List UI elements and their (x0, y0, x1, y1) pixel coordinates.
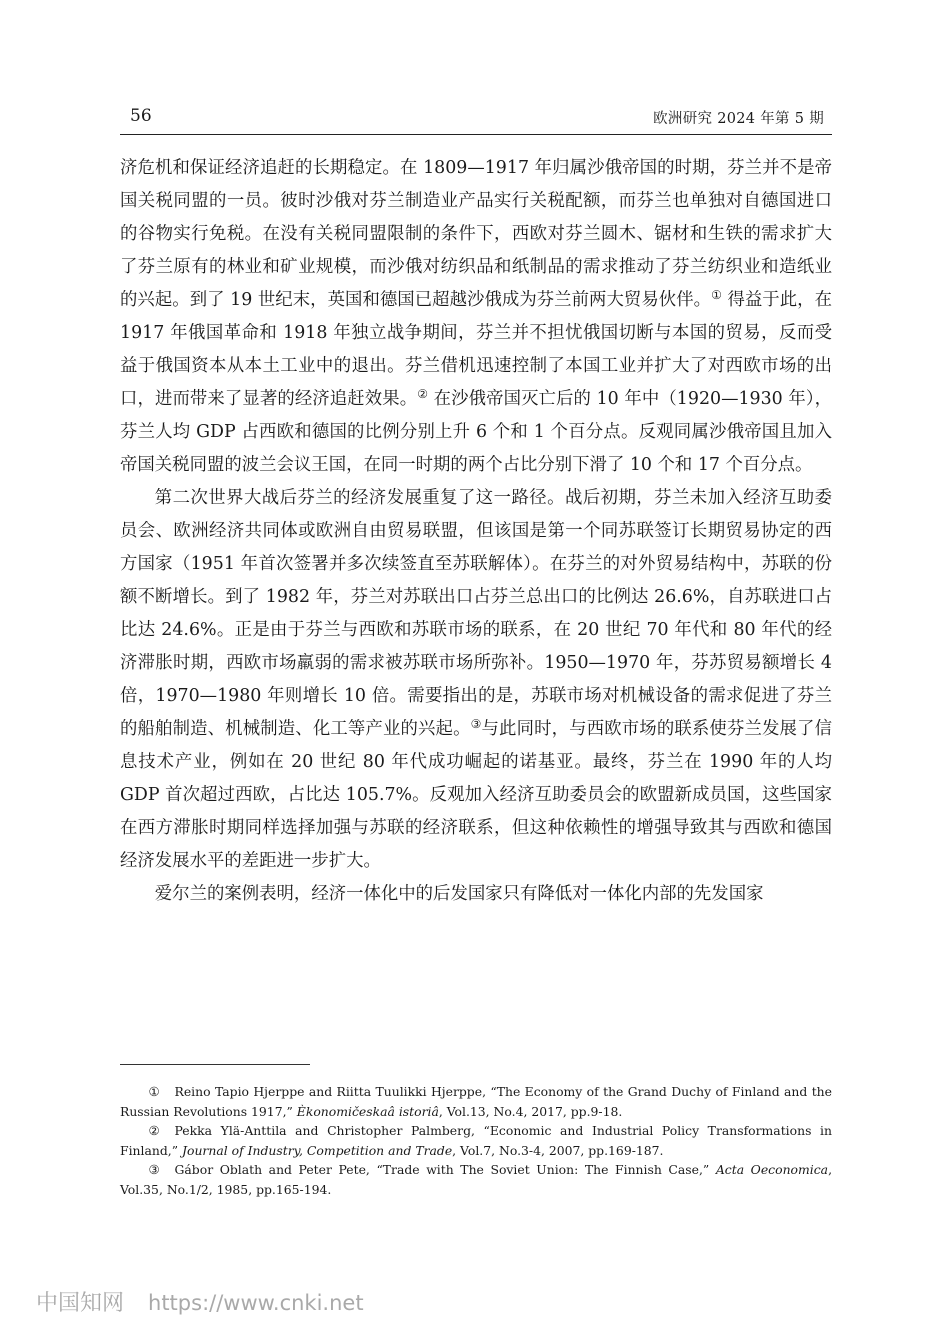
footnote-ref-3[interactable]: ③ (470, 717, 482, 731)
footnote-2: ② Pekka Ylä-Anttila and Christopher Palmberg, “Economic and Industrial Policy Transformations in Finland,” Journal of Industry, Competition and Trade, Vol.7, No.3-4, 2007, pp.169-187. (120, 1123, 832, 1158)
footnote-3: ③ Gábor Oblath and Peter Pete, “Trade with The Soviet Union: The Finnish Case,” Acta Oeconomica, Vol.35, No.1/2, 1985, pp.165-194. (120, 1162, 833, 1197)
watermark-site-name: 中国知网 (36, 1291, 125, 1316)
paragraph-3: 爱尔兰的案例表明，经济一体化中的后发国家只有降低对一体化内部的先发国家 (154, 884, 764, 904)
footnote-marker-2: ② (148, 1123, 160, 1138)
footnote-ref-1[interactable]: ① (711, 288, 722, 302)
journal-issue: 欧洲研究 2024 年第 5 期 (653, 111, 824, 127)
running-header (120, 100, 832, 135)
page-number: 56 (130, 106, 152, 126)
footnote-marker-1: ① (148, 1084, 160, 1099)
footnotes (120, 1082, 832, 1199)
footnote-ref-2[interactable]: ② (417, 387, 429, 401)
paragraph-2: 第二次世界大战后芬兰的经济发展重复了这一路径。战后初期，芬兰未加入经济互助委员会、欧洲经济共同体或欧洲自由贸易联盟，但该国是第一个同苏联签订长期贸易协定的西方国家（1951 年首次签署并多次续签直至苏联解体）。在芬兰的对外贸易结构中，苏联的份额不断增长。到了 1982 年，芬兰对苏联出口占芬兰总出口的比例达 26.6%，自苏联进口占比达 24.6%。正是由于芬兰与西欧和苏联市场的联系，在 20 世纪 70 年代和 80 年代的经济滞胀时期，西欧市场羸弱的需求被苏联市场所弥补。1950—1970 年，芬苏贸易额增长 4 倍，1970—1980 年则增长 10 倍。需要指出的是，苏联市场对机械设备的需求促进了芬兰的船舶制造、机械制造、化工等产业的兴起。③与此同时，与西欧市场的联系使芬兰发展了信息技术产业，例如在 20 世纪 80 年代成功崛起的诺基亚。最终，芬兰在 1990 年的人均 GDP 首次超过西欧，占比达 105.7%。反观加入经济互助委员会的欧盟新成员国，这些国家在西方滞胀时期同样选择加强与苏联的经济联系，但这种依赖性的增强导致其与西欧和德国经济发展水平的差距进一步扩大。 (120, 488, 832, 871)
cnki-watermark (36, 1286, 364, 1317)
paragraph-1: 济危机和保证经济追赶的长期稳定。在 1809—1917 年归属沙俄帝国的时期，芬兰并不是帝国关税同盟的一员。彼时沙俄对芬兰制造业产品实行关税配额，而芬兰也单独对自德国进口的谷物实行免税。在没有关税同盟限制的条件下，西欧对芬兰圆木、锯材和生铁的需求扩大了芬兰原有的林业和矿业规模，而沙俄对纺织品和纸制品的需求推动了芬兰纺织业和造纸业的兴起。到了 19 世纪末，英国和德国已超越沙俄成为芬兰前两大贸易伙伴。① 得益于此，在 1917 年俄国革命和 1918 年独立战争期间，芬兰并不担忧俄国切断与本国的贸易，反而受益于俄国资本从本土工业中的退出。芬兰借机迅速控制了本国工业并扩大了对西欧市场的出口，进而带来了显著的经济追赶效果。② 在沙俄帝国灭亡后的 10 年中（1920—1930 年），芬兰人均 GDP 占西欧和德国的比例分别上升 6 个和 1 个百分点。反观同属沙俄帝国且加入帝国关税同盟的波兰会议王国，在同一时期的两个占比分别下滑了 10 个和 17 个百分点。 (120, 158, 832, 475)
watermark-url[interactable]: https://www.cnki.net (148, 1291, 364, 1315)
body-text (120, 152, 832, 911)
footnote-1: ① Reino Tapio Hjerppe and Riitta Tuulikki Hjerppe, “The Economy of the Grand Duchy of Finland and the Russian Revolutions 1917,” Èkonomičeskaâ istoriâ, Vol.13, No.4, 2017, pp.9-18. (120, 1084, 832, 1119)
footnote-marker-3: ③ (148, 1162, 160, 1177)
footnote-separator (120, 1064, 310, 1065)
